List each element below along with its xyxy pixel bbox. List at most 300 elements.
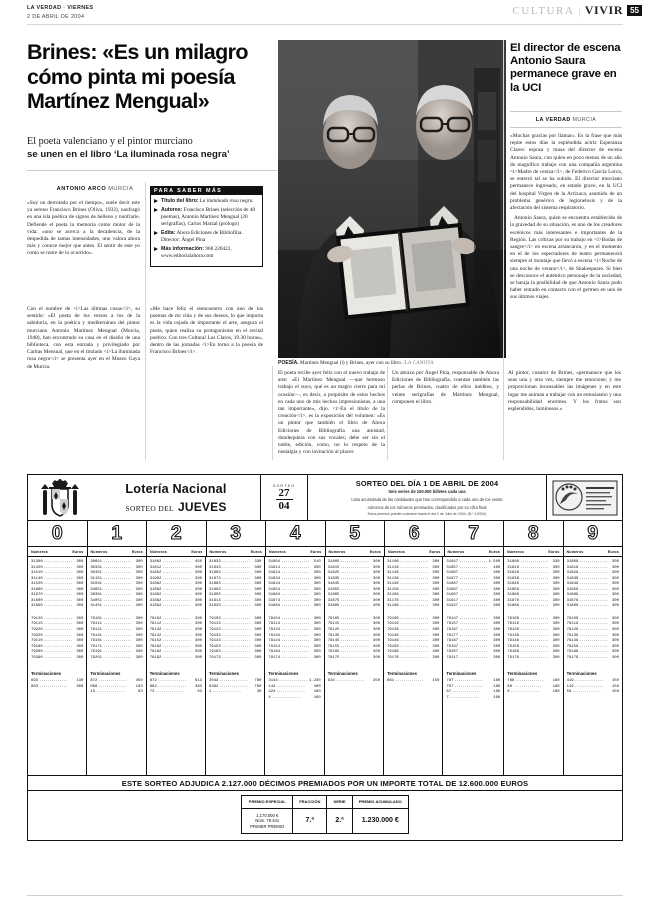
leader-dots: ..............: [219, 684, 248, 689]
leader-dots: ..............: [103, 565, 132, 570]
prize-number: 788: [507, 679, 515, 684]
prize-amount: 300: [552, 571, 560, 576]
prize-number: 79153: [209, 644, 221, 649]
prize-amount: 300: [552, 633, 560, 638]
prize-number: 79251: [90, 655, 103, 660]
prize-row: [446, 696, 500, 702]
leader-dots: ..............: [162, 622, 191, 627]
leader-dots: ..............: [271, 695, 301, 700]
prize-number: 31875: [327, 598, 340, 603]
prize-amount: 300: [373, 655, 381, 660]
leader-dots: ..............: [399, 628, 429, 633]
bullet-arrow-icon: [154, 208, 158, 212]
side-story-byline: [510, 117, 622, 123]
prize-number: 79115: [31, 622, 43, 627]
prize-number: 79129: [566, 628, 579, 633]
row-gap: [209, 610, 261, 617]
subheader-euros: Euros: [488, 549, 500, 554]
prize-number: 79179: [566, 655, 579, 660]
premio-especial-caption: PRIMER PREMIO: [250, 823, 285, 829]
leader-dots: ..............: [103, 633, 132, 638]
leader-dots: ..............: [162, 598, 191, 603]
lottery-panel: [27, 474, 623, 841]
leader-dots: ..............: [519, 576, 549, 581]
prize-amount: 300: [135, 565, 143, 570]
prize-number: 31927: [446, 604, 459, 609]
prize-amount: 300: [135, 593, 143, 598]
digit-glyph: 9: [587, 522, 599, 544]
digit-glyph: 4: [289, 522, 301, 544]
prize-amount: 300: [432, 639, 440, 644]
prize-amount: 300: [493, 622, 501, 627]
byline-author: ANTONIO ARCO: [56, 186, 107, 192]
prize-number: 31860: [31, 587, 43, 592]
prize-amount: 300: [254, 616, 262, 621]
leader-dots: ..............: [43, 616, 73, 621]
prize-number: 31844: [268, 582, 281, 587]
prize-number: 79113: [209, 622, 221, 627]
prize-amount: 300: [552, 593, 560, 598]
prize-amount: 30: [256, 690, 262, 695]
prize-number: 31843: [209, 565, 221, 570]
terminaciones-heading: Terminaciones: [268, 671, 299, 677]
leader-dots: ..............: [399, 576, 429, 581]
prize-number: 79180: [31, 644, 43, 649]
standfirst: [27, 136, 277, 161]
paragraph: «Me hace feliz el reencuentro con uno de los poemas de mi vida y de sus deseos, lo que importa es la vida cejada de importante el arte, asegura el poeta, quien realiza su protagonismo en el recital poético. Con tres Cultural Los Claros, 19.30 horas», dentro de las jornadas <i>En torno a la poesía de Francisco Brines</i>.: [150, 306, 263, 356]
leader-dots: ..............: [399, 582, 429, 587]
prize-number: 31600: [31, 598, 43, 603]
prize-amount: 300: [611, 598, 619, 603]
prize-amount: 300: [373, 650, 381, 655]
prize-number: 31867: [446, 571, 459, 576]
prize-number: 144: [268, 684, 276, 689]
byline-place: MURCIA: [108, 186, 134, 192]
terminaciones-heading: Terminaciones: [387, 671, 418, 677]
prize-amount: 300: [552, 628, 560, 633]
prize-number: 31882: [149, 598, 162, 603]
leader-dots: ..............: [519, 571, 549, 576]
prize-amount: 150: [611, 679, 619, 684]
prize-amount: 300: [373, 622, 381, 627]
prize-amount: 300: [313, 598, 321, 603]
prize-number: 31852: [149, 571, 162, 576]
prize-amount: 300: [313, 571, 321, 576]
prize-amount: 300: [76, 576, 84, 581]
prize-number: 79103: [209, 616, 221, 621]
leader-dots: ..............: [399, 639, 429, 644]
leader-dots: ..............: [519, 598, 549, 603]
leader-dots: ..............: [43, 576, 73, 581]
th-premio-especial: PREMIO ESPECIAL: [242, 796, 293, 809]
prize-number: 79161: [90, 639, 103, 644]
caption-text: Martínez Mengual (i) y Brines, ayer con su libro.: [298, 360, 402, 366]
leader-dots: ..............: [281, 628, 310, 633]
prize-number: 79155: [327, 644, 340, 649]
prize-amount: 300: [76, 616, 84, 621]
leader-dots: ..............: [162, 604, 191, 609]
prize-number: 79182: [149, 650, 162, 655]
leader-dots: ..............: [39, 679, 68, 684]
prize-amount: 300: [254, 571, 262, 576]
prize-amount: 300: [432, 650, 440, 655]
prize-number: 6392: [209, 684, 219, 689]
prize-amount: 300: [611, 616, 619, 621]
prize-amount: 300: [313, 650, 321, 655]
prize-number: 1: [209, 690, 212, 695]
prize-number: 31845: [327, 582, 340, 587]
leader-dots: ..............: [459, 604, 488, 609]
prize-amount: 300: [254, 633, 262, 638]
leader-dots: ..............: [579, 571, 608, 576]
prize-amount: 300: [254, 604, 262, 609]
prize-number: 79171: [90, 644, 103, 649]
standfirst-line1: El poeta valenciano y el pintor murciano: [27, 136, 193, 147]
prize-amount: 300: [611, 622, 619, 627]
leader-dots: ..............: [162, 565, 191, 570]
prize-amount: 300: [76, 650, 84, 655]
prize-number: 79145: [327, 639, 340, 644]
prize-number: 31166: [387, 593, 399, 598]
leader-dots: ..............: [519, 560, 549, 564]
prize-number: 31825: [327, 571, 340, 576]
prize-amount: 780: [254, 684, 262, 689]
leader-dots: ..............: [43, 560, 73, 564]
leader-dots: ..............: [459, 650, 488, 655]
terminaciones-heading: Terminaciones: [149, 671, 180, 677]
prize-amount: 300: [135, 576, 143, 581]
number-column-7: [443, 557, 504, 775]
prize-number: 79187: [446, 639, 459, 644]
prize-number: 30331: [90, 565, 103, 570]
leader-dots: ..............: [281, 644, 310, 649]
prize-number: 79178: [507, 655, 519, 660]
prize-amount: 300: [373, 644, 381, 649]
prize-amount: 300: [432, 587, 440, 592]
subheader-col-4: [266, 547, 326, 556]
prize-number: 31838: [507, 576, 519, 581]
leader-dots: ..............: [157, 684, 187, 689]
prize-number: 79220: [31, 628, 43, 633]
prize-number: 79111: [90, 622, 103, 627]
prize-row: [328, 656, 380, 662]
prize-number: 31877: [446, 576, 459, 581]
leader-dots: ..............: [43, 622, 73, 627]
prize-amount: 180: [493, 684, 501, 689]
prize-number: 79116: [387, 622, 399, 627]
leader-dots: ..............: [512, 684, 542, 689]
prize-amount: 300: [493, 616, 501, 621]
subheader-col-1: [88, 547, 148, 556]
leader-dots: ..............: [519, 639, 549, 644]
prize-number: 31186: [387, 604, 399, 609]
prize-number: 79149: [566, 639, 579, 644]
prize-amount: 300: [373, 604, 381, 609]
leader-dots: ..............: [43, 598, 73, 603]
story-column-3: [150, 306, 263, 359]
prize-amount: 300: [493, 644, 501, 649]
leader-dots: ..............: [340, 571, 369, 576]
paragraph: Un abrazo por Ángel Pina, responsable de Ahora Ediciones de Bibliografía, cuentan también las perlas de Brines, cuatro de ellos inéditos, y veinte serigrafías de Martínez Mengual, componen el libro.: [392, 370, 499, 405]
prize-number: 31903: [209, 593, 221, 598]
prize-amount: 300: [611, 639, 619, 644]
prize-amount: 300: [135, 633, 143, 638]
prize-amount: 300: [432, 655, 440, 660]
prize-number: 31863: [209, 571, 221, 576]
prize-amount: 300: [313, 593, 321, 598]
sorteo-number: 27: [276, 488, 293, 500]
prize-number: 88: [507, 684, 512, 689]
leader-dots: ..............: [103, 650, 132, 655]
leader-dots: ..............: [221, 560, 251, 564]
number-column-3: [206, 557, 265, 775]
prize-number: 31839: [566, 576, 579, 581]
prize-amount: 300: [552, 598, 560, 603]
prize-amount: 300: [195, 604, 203, 609]
side-story-rule-top: [510, 111, 622, 112]
prize-number: 31834: [268, 576, 281, 581]
subheader-euros: Euros: [191, 549, 203, 554]
leader-dots: ..............: [43, 644, 73, 649]
paragraph: Al pintor, coautor de Brines, «permanece que los seas una y otra vez, siempre me emocione; y me proporcionan incansables las imágenes y en este lugar me animan a trabajar con un entusiasmo y una responsabilidad enormes. Y los frutos son esplendidos, luminosos.»: [508, 370, 621, 413]
prize-row: [209, 604, 261, 610]
prize-amount: 300: [552, 565, 560, 570]
leader-dots: ..............: [399, 587, 429, 592]
paragraph: El poeta recibe ayer feliz con el nuevo trabajo de arte: «El Martínez Mengual —qué hermoso trabajo el suyo, qué es un magro cierre para mí ocasión—, es decir, a propósito de estos hechos en cada uno de mis hechos impresionistas, a una tan importante», dijo. <i>En el título de la creación</i>, es la exposición del volumen: «Es un pintor que también el libro de Ahora Ediciones de Bibliografía una amistad, dondequiera con sus vocales; debe ser sin el noble, edición, como, no lo respeto de la nostalgia y con invitación al placer.: [278, 370, 385, 456]
leader-dots: ..............: [340, 587, 369, 592]
leader-dots: ..............: [162, 560, 191, 564]
prize-amount: 160: [313, 695, 321, 700]
photo-caption: [278, 360, 506, 367]
prize-number: 31116: [387, 565, 399, 570]
leader-dots: ..............: [162, 639, 191, 644]
prize-amount: 300: [76, 571, 84, 576]
prize-number: 31902: [149, 576, 162, 581]
prize-number: 31041: [90, 582, 103, 587]
prize-amount: 300: [76, 655, 84, 660]
prize-amount: 300: [254, 622, 262, 627]
prize-number: 34051: [90, 598, 103, 603]
prize-number: 31879: [566, 598, 579, 603]
prize-number: 31809: [566, 560, 579, 564]
sorteo-year: 04: [278, 499, 290, 512]
prize-amount: 300: [611, 571, 619, 576]
leader-dots: ..............: [519, 650, 549, 655]
prize-number: 31818: [507, 565, 519, 570]
prize-amount: 300: [254, 576, 262, 581]
digit-header-7: [445, 521, 505, 546]
prize-amount: 300: [195, 593, 203, 598]
leader-dots: ..............: [281, 598, 310, 603]
prize-number: 31888: [507, 604, 519, 609]
prize-number: 79128: [507, 628, 519, 633]
prize-number: 31862: [149, 582, 162, 587]
publication-date: 2 DE ABRIL DE 2004: [27, 13, 85, 20]
leader-dots: ..............: [519, 622, 549, 627]
row-gap: [507, 610, 559, 617]
th-serie: SERIE: [327, 796, 352, 809]
prize-amount: 180: [552, 679, 560, 684]
row-gap: [387, 610, 439, 617]
lottery-info-line1: Lista acumulada de las cantidades que han correspondido a cada uno de los veinte: [351, 496, 503, 502]
leader-dots: ..............: [281, 587, 310, 592]
leader-dots: ..............: [459, 571, 488, 576]
lottery-info-title: SORTEO DEL DÍA 1 DE ABRIL DE 2004: [355, 478, 499, 488]
list-item: [154, 246, 259, 260]
prize-number: 79125: [327, 628, 340, 633]
prize-amount: 450: [195, 560, 203, 564]
prize-amount: 300: [76, 628, 84, 633]
special-prize-table: [241, 795, 408, 834]
prize-number: 79102: [149, 616, 162, 621]
prize-number: 31878: [507, 598, 519, 603]
prize-amount: 300: [313, 644, 321, 649]
digit-glyph: 2: [170, 522, 182, 544]
leader-dots: ..............: [103, 598, 132, 603]
lottery-info-sub: Seis series de 100.000 billetes cada una: [388, 489, 466, 495]
item-label: Título del libro:: [161, 198, 199, 205]
row-gap: [31, 610, 83, 617]
digit-header-0: [28, 521, 88, 546]
prize-amount: 300: [313, 576, 321, 581]
leader-dots: ..............: [519, 593, 549, 598]
prize-number: 31892: [149, 604, 162, 609]
prize-number: 31106: [387, 560, 399, 564]
leader-dots: ..............: [103, 587, 132, 592]
prize-number: 31869: [566, 593, 579, 598]
prize-amount: 300: [432, 576, 440, 581]
leader-dots: ..............: [281, 593, 310, 598]
terminaciones-heading: Terminaciones: [31, 671, 62, 677]
digit-glyph: 3: [230, 522, 242, 544]
prize-amount: 300: [135, 616, 143, 621]
leader-dots: ..............: [43, 582, 73, 587]
prize-number: 87: [446, 690, 452, 695]
prize-amount: 300: [254, 598, 262, 603]
table-row: [242, 808, 408, 834]
prize-number: 31420: [31, 565, 43, 570]
prize-row: [507, 604, 559, 610]
prize-amount: 300: [373, 593, 381, 598]
prize-row: [31, 685, 83, 691]
prize-row: [150, 604, 202, 610]
prize-amount: 300: [254, 650, 262, 655]
prize-row: [567, 690, 619, 696]
leader-dots: ..............: [155, 690, 184, 695]
prize-amount: 300: [493, 598, 501, 603]
prize-number: 31858: [507, 587, 519, 592]
prize-number: 31126: [387, 571, 399, 576]
digit-header-4: [266, 521, 326, 546]
standfirst-rule: [27, 170, 277, 171]
leader-dots: ..............: [399, 655, 429, 660]
prize-number: 79136: [387, 633, 399, 638]
prize-number: 31520: [31, 582, 43, 587]
leader-dots: ..............: [281, 633, 310, 638]
prize-number: 79158: [507, 644, 519, 649]
prize-number: 79300: [31, 650, 43, 655]
prize-number: 31835: [327, 576, 340, 581]
leader-dots: ..............: [162, 650, 191, 655]
prize-number: 31885: [327, 604, 340, 609]
leader-dots: ..............: [399, 560, 429, 564]
leader-dots: ..............: [399, 622, 429, 627]
lottery-draw-day: [125, 500, 226, 514]
prize-amount: 300: [432, 571, 440, 576]
subheader-euros: Euros: [250, 549, 262, 554]
prize-amount: 300: [76, 622, 84, 627]
leader-dots: ..............: [579, 604, 608, 609]
th-fraccion: FRACCIÓN: [293, 796, 327, 809]
leader-dots: ..............: [579, 633, 608, 638]
leader-dots: ..............: [103, 616, 132, 621]
subheader-col-9: [564, 547, 623, 556]
prize-number: 79148: [507, 639, 519, 644]
page-number-badge: 55: [627, 5, 642, 16]
leader-dots: ..............: [221, 565, 251, 570]
prize-number: 31855: [327, 587, 340, 592]
prize-amount: 330: [552, 560, 560, 564]
prize-number: 79173: [209, 655, 221, 660]
number-column-5: [325, 557, 384, 775]
prize-amount: 63: [197, 690, 203, 695]
prize-amount: 300: [432, 616, 440, 621]
prize-number: 79134: [268, 633, 281, 638]
prize-number: 31913: [209, 598, 221, 603]
prize-number: 31805: [327, 560, 340, 564]
prize-amount: 150: [611, 684, 619, 689]
prize-number: 31889: [566, 604, 579, 609]
prize-amount: 1.230: [309, 679, 321, 684]
item-label: Edita:: [161, 230, 176, 237]
masthead-rule: [27, 24, 623, 25]
prize-number: 72: [149, 690, 155, 695]
leader-dots: ..............: [459, 644, 488, 649]
prize-amount: 300: [611, 633, 619, 638]
prize-amount: 300: [76, 598, 84, 603]
story-column-6: [508, 370, 621, 416]
leader-dots: ..............: [459, 565, 488, 570]
leader-dots: ..............: [579, 644, 608, 649]
leader-dots: ..............: [281, 655, 310, 660]
subheader-col-8: [504, 547, 564, 556]
prize-number: 79121: [90, 628, 103, 633]
leader-dots: ..............: [579, 582, 608, 587]
leader-dots: ..............: [459, 598, 488, 603]
leader-dots: ..............: [340, 616, 369, 621]
prize-amount: 300: [552, 644, 560, 649]
prize-number: 79168: [507, 650, 519, 655]
leader-dots: ..............: [579, 639, 608, 644]
leader-dots: ..............: [221, 644, 251, 649]
leader-dots: ..............: [221, 593, 251, 598]
leader-dots: ..............: [281, 560, 310, 564]
prize-number: 31829: [566, 571, 579, 576]
prize-number: 31848: [507, 582, 519, 587]
leader-dots: ..............: [335, 679, 365, 684]
prize-amount: 300: [195, 576, 203, 581]
leader-dots: ..............: [579, 598, 608, 603]
leader-dots: ..............: [281, 604, 310, 609]
terminaciones-heading: Terminaciones: [90, 671, 121, 677]
prize-number: 79119: [566, 622, 579, 627]
leader-dots: ..............: [43, 639, 73, 644]
leader-dots: ..............: [572, 690, 601, 695]
prize-number: 31882: [149, 587, 162, 592]
leader-dots: ..............: [579, 628, 608, 633]
prize-amount: 300: [373, 565, 381, 570]
prize-number: 31917: [446, 598, 459, 603]
